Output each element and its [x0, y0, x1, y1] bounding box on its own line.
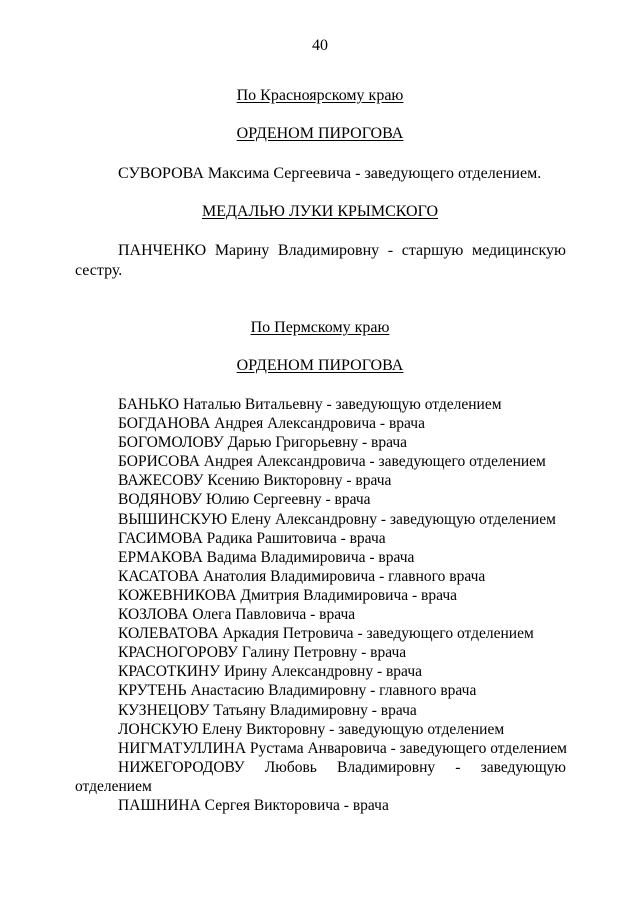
award-heading-luka-medal: МЕДАЛЬЮ ЛУКИ КРЫМСКОГО: [201, 203, 438, 220]
award-heading-pirogov-order: ОРДЕНОМ ПИРОГОВА: [236, 125, 404, 142]
list-item: КУЗНЕЦОВУ Татьяну Владимировну - врача: [118, 701, 417, 719]
list-item: КОЖЕВНИКОВА Дмитрия Владимировича - врача: [118, 586, 458, 604]
award-recipient-line: СУВОРОВА Максима Сергеевича - заведующего отделением.: [118, 165, 542, 182]
list-item: КРАСНОГОРОВУ Галину Петровну - врача: [118, 644, 407, 662]
list-item: НИГМАТУЛЛИНА Рустама Анваровича - заведующего отделением: [118, 739, 567, 757]
award-recipient-line-continued: сестру.: [75, 262, 123, 279]
list-item: БАНЬКО Наталью Витальевну - заведующую отделением: [118, 396, 502, 413]
region-heading-perm: По Пермскому краю: [250, 319, 390, 336]
award-heading-pirogov-order: ОРДЕНОМ ПИРОГОВА: [236, 357, 404, 374]
list-item: БОГОМОЛОВУ Дарью Григорьевну - врача: [118, 434, 408, 452]
recipient-list: [75, 395, 566, 815]
list-item: БОГДАНОВА Андрея Александровича - врача: [118, 415, 425, 433]
list-item: ЛОНСКУЮ Елену Викторовну - заведующую отделением: [118, 720, 505, 738]
list-item: БОРИСОВА Андрея Александровича - заведующего отделением: [118, 453, 546, 471]
list-item: ПАШНИНА Сергея Викторовича - врача: [118, 796, 389, 814]
page-number: 40: [312, 37, 328, 54]
list-item: ВАЖЕСОВУ Ксению Викторовну - врача: [118, 472, 392, 490]
award-recipient-line: ПАНЧЕНКО Марину Владимировну - старшую медицинскую: [118, 242, 566, 259]
list-item: КРАСОТКИНУ Ирину Александровну - врача: [118, 663, 422, 681]
list-item: КОЗЛОВА Олега Павловича - врача: [118, 606, 356, 624]
list-item: ВОДЯНОВУ Юлию Сергеевну - врача: [118, 491, 371, 509]
list-item: ВЫШИНСКУЮ Елену Александровну - заведующую отделением: [118, 510, 556, 528]
region-heading-krasnoyarsk: По Красноярскому краю: [236, 87, 404, 104]
list-item: КРУТЕНЬ Анастасию Владимировну - главного врача: [118, 682, 477, 700]
list-item: НИЖЕГОРОДОВУ Любовь Владимировну - заведующую отделением: [75, 758, 566, 795]
list-item: КАСАТОВА Анатолия Владимировича - главного врача: [118, 567, 486, 585]
list-item: ГАСИМОВА Радика Рашитовича - врача: [118, 529, 386, 547]
list-item: ЕРМАКОВА Вадима Владимировича - врача: [118, 548, 415, 566]
list-item: КОЛЕВАТОВА Аркадия Петровича - заведующего отделением: [118, 625, 534, 643]
